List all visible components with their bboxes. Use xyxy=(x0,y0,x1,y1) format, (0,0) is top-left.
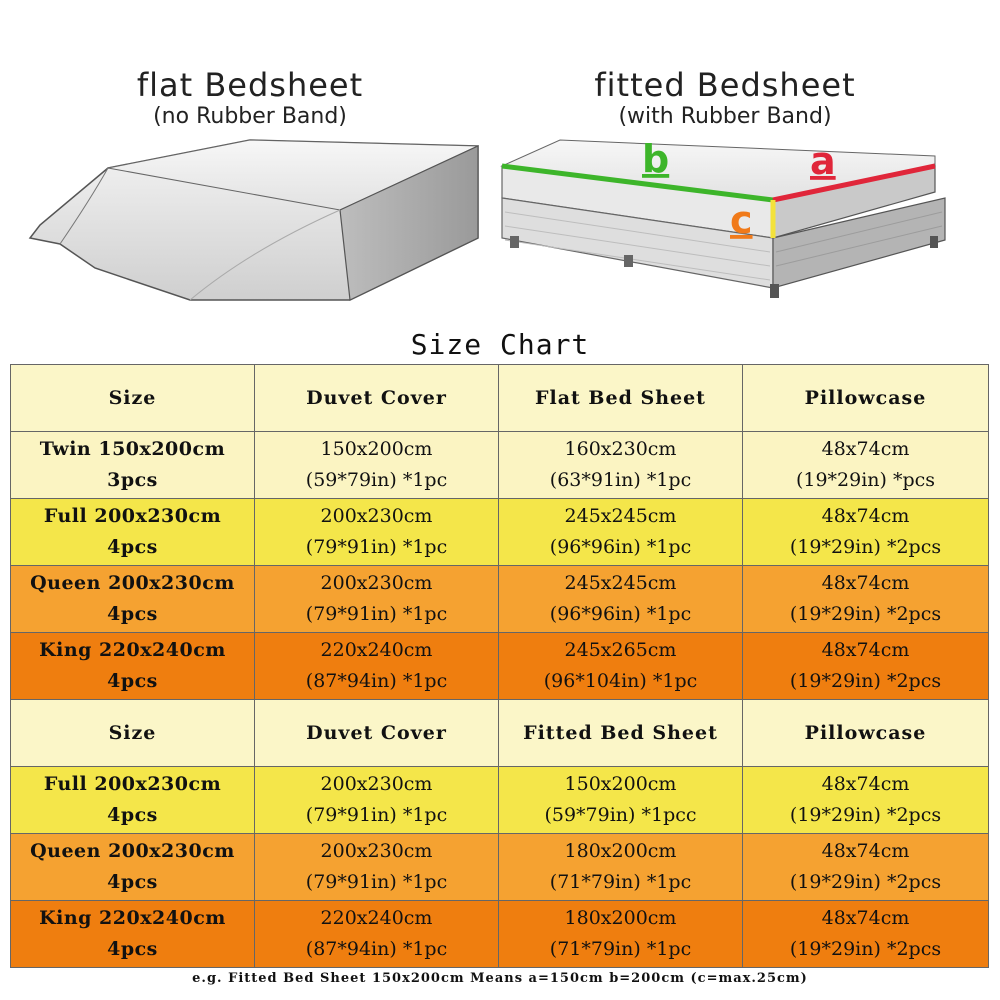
cell-line: (87*94in) *1pc xyxy=(305,938,448,960)
cell-pillow xyxy=(743,499,989,566)
cell-line: (19*29in) *2pcs xyxy=(789,804,942,826)
cell-size xyxy=(11,499,255,566)
cell-size xyxy=(11,834,255,901)
cell-line: 220x240cm xyxy=(320,639,433,661)
cell-line: Twin 150x200cm xyxy=(39,438,226,460)
cell-pillow xyxy=(743,566,989,633)
cell-line: 4pcs xyxy=(107,670,158,692)
cell-line: 4pcs xyxy=(107,536,158,558)
cell-line: 200x230cm xyxy=(320,773,433,795)
cell-line: (19*29in) *2pcs xyxy=(789,670,942,692)
cell-sheet xyxy=(499,566,743,633)
size-chart-table xyxy=(10,364,989,968)
table-row xyxy=(11,432,989,499)
table-header-row xyxy=(11,700,989,767)
footnote: e.g. Fitted Bed Sheet 150x200cm Means a=150cm b=200cm (c=max.25cm) xyxy=(192,971,808,986)
cell-duvet xyxy=(255,432,499,499)
cell-line: (79*91in) *1pc xyxy=(305,536,448,558)
column-header: Size xyxy=(11,700,255,767)
cell-line: 245x245cm xyxy=(564,505,677,527)
cell-size xyxy=(11,767,255,834)
cell-line: 180x200cm xyxy=(564,840,677,862)
cell-line: Full 200x230cm xyxy=(43,773,222,795)
table-row xyxy=(11,499,989,566)
cell-size xyxy=(11,901,255,968)
fitted-title: fitted Bedsheet xyxy=(594,66,856,104)
cell-line: (19*29in) *2pcs xyxy=(789,871,942,893)
flat-title: flat Bedsheet xyxy=(136,66,364,104)
cell-line: 150x200cm xyxy=(564,773,677,795)
cell-duvet xyxy=(255,834,499,901)
cell-line: 200x230cm xyxy=(320,505,433,527)
cell-line: 220x240cm xyxy=(320,907,433,929)
label-c: c xyxy=(730,198,753,242)
cell-sheet xyxy=(499,499,743,566)
cell-line: 4pcs xyxy=(107,603,158,625)
cell-line: 150x200cm xyxy=(320,438,433,460)
cell-duvet xyxy=(255,767,499,834)
cell-line: 48x74cm xyxy=(821,438,910,460)
cell-line: (19*29in) *pcs xyxy=(795,469,936,491)
cell-line: 48x74cm xyxy=(821,639,910,661)
cell-line: (79*91in) *1pc xyxy=(305,804,448,826)
fitted-bedsheet-drawing xyxy=(502,137,945,298)
cell-line: (19*29in) *2pcs xyxy=(789,603,942,625)
cell-line: (96*104in) *1pc xyxy=(543,670,698,692)
cell-line: (19*29in) *2pcs xyxy=(789,536,942,558)
flat-bedsheet-drawing xyxy=(30,140,478,300)
label-a: a xyxy=(810,139,836,183)
cell-pillow xyxy=(743,633,989,700)
table-row xyxy=(11,901,989,968)
cell-line: 160x230cm xyxy=(564,438,677,460)
cell-line: 48x74cm xyxy=(821,773,910,795)
table-row xyxy=(11,633,989,700)
cell-pillow xyxy=(743,767,989,834)
cell-line: Queen 200x230cm xyxy=(30,572,235,594)
cell-sheet xyxy=(499,633,743,700)
column-header: Fitted Bed Sheet xyxy=(499,700,743,767)
bedsheet-illustrations xyxy=(0,0,1000,330)
cell-line: 200x230cm xyxy=(320,572,433,594)
cell-line: (87*94in) *1pc xyxy=(305,670,448,692)
cell-line: 48x74cm xyxy=(821,840,910,862)
cell-size xyxy=(11,633,255,700)
cell-line: 48x74cm xyxy=(821,572,910,594)
cell-size xyxy=(11,566,255,633)
cell-pillow xyxy=(743,901,989,968)
cell-line: 200x230cm xyxy=(320,840,433,862)
cell-line: (96*96in) *1pc xyxy=(549,536,692,558)
cell-duvet xyxy=(255,566,499,633)
column-header: Duvet Cover xyxy=(255,365,499,432)
cell-sheet xyxy=(499,834,743,901)
cell-pillow xyxy=(743,834,989,901)
table-row xyxy=(11,834,989,901)
cell-line: King 220x240cm xyxy=(39,907,226,929)
column-header: Flat Bed Sheet xyxy=(499,365,743,432)
cell-line: 4pcs xyxy=(107,804,158,826)
cell-line: (79*91in) *1pc xyxy=(305,871,448,893)
cell-line: Queen 200x230cm xyxy=(30,840,235,862)
cell-duvet xyxy=(255,633,499,700)
fitted-subtitle: (with Rubber Band) xyxy=(618,104,832,129)
cell-sheet xyxy=(499,901,743,968)
cell-line: Full 200x230cm xyxy=(43,505,222,527)
cell-duvet xyxy=(255,499,499,566)
table-row xyxy=(11,566,989,633)
cell-sheet xyxy=(499,432,743,499)
flat-subtitle: (no Rubber Band) xyxy=(153,104,347,129)
cell-line: (59*79in) *1pcc xyxy=(544,804,697,826)
cell-line: 180x200cm xyxy=(564,907,677,929)
cell-line: (71*79in) *1pc xyxy=(549,871,692,893)
cell-pillow xyxy=(743,432,989,499)
cell-sheet xyxy=(499,767,743,834)
column-header: Pillowcase xyxy=(743,700,989,767)
column-header: Pillowcase xyxy=(743,365,989,432)
cell-line: (71*79in) *1pc xyxy=(549,938,692,960)
size-chart-title: Size Chart xyxy=(410,328,590,361)
cell-line: 245x265cm xyxy=(564,639,677,661)
cell-line: (59*79in) *1pc xyxy=(305,469,448,491)
cell-line: 4pcs xyxy=(107,871,158,893)
cell-line: (79*91in) *1pc xyxy=(305,603,448,625)
column-header: Size xyxy=(11,365,255,432)
cell-line: (96*96in) *1pc xyxy=(549,603,692,625)
cell-line: 245x245cm xyxy=(564,572,677,594)
flat-caption xyxy=(120,66,380,129)
cell-line: (19*29in) *2pcs xyxy=(789,938,942,960)
cell-line: 4pcs xyxy=(107,938,158,960)
cell-duvet xyxy=(255,901,499,968)
cell-line: (63*91in) *1pc xyxy=(549,469,692,491)
label-b: b xyxy=(642,137,670,181)
cell-line: 3pcs xyxy=(107,469,158,491)
fitted-caption xyxy=(580,66,870,129)
table-header-row xyxy=(11,365,989,432)
cell-line: 48x74cm xyxy=(821,505,910,527)
cell-line: 48x74cm xyxy=(821,907,910,929)
cell-line: King 220x240cm xyxy=(39,639,226,661)
column-header: Duvet Cover xyxy=(255,700,499,767)
cell-size xyxy=(11,432,255,499)
table-row xyxy=(11,767,989,834)
